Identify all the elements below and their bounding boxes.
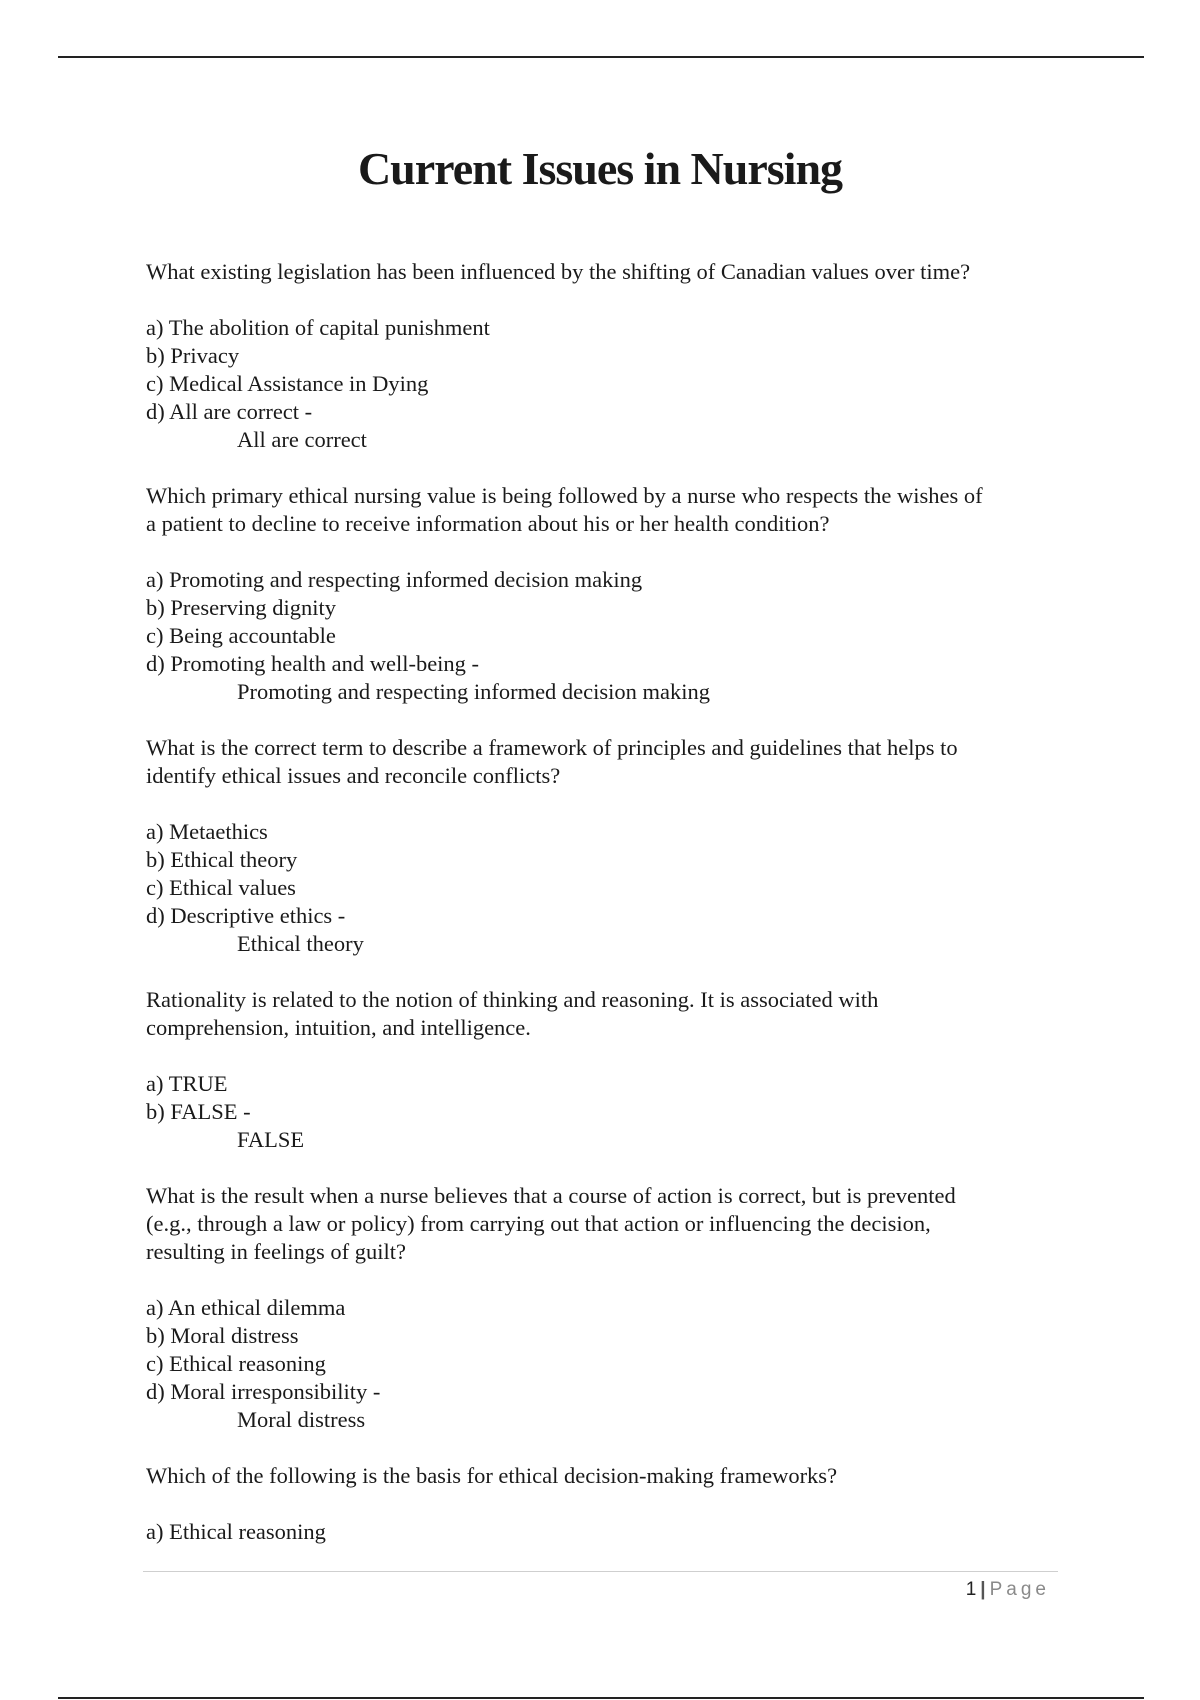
option-item: d) Descriptive ethics -: [146, 903, 346, 928]
question-list: [146, 258, 1076, 1574]
option-item: b) Ethical theory: [146, 847, 298, 872]
option-list: [146, 314, 1076, 454]
option-item: a) TRUE: [146, 1071, 228, 1096]
bottom-border-line: [58, 1697, 1144, 1699]
question-text: Rationality is related to the notion of thinking and reasoning. It is associated with comprehension, intuition, and intelligence.: [146, 987, 879, 1040]
question-block: [146, 986, 1076, 1154]
option-item: b) Moral distress: [146, 1323, 299, 1348]
option-list: [146, 1518, 1076, 1546]
question-block: [146, 258, 1076, 454]
footer-divider: [143, 1571, 1058, 1572]
answer-text: FALSE: [237, 1127, 305, 1152]
answer-text: Ethical theory: [237, 931, 364, 956]
option-item: d) All are correct -: [146, 399, 313, 424]
option-item: a) Ethical reasoning: [146, 1519, 326, 1544]
option-item: a) Metaethics: [146, 819, 268, 844]
option-item: c) Being accountable: [146, 623, 336, 648]
option-list: [146, 566, 1076, 706]
page-label: Page: [989, 1579, 1050, 1600]
option-item: c) Medical Assistance in Dying: [146, 371, 429, 396]
answer-text: Promoting and respecting informed decision making: [237, 679, 711, 704]
page-number-footer: [966, 1578, 1050, 1602]
question-block: [146, 1182, 1076, 1434]
option-item: a) An ethical dilemma: [146, 1295, 346, 1320]
option-item: c) Ethical reasoning: [146, 1351, 326, 1376]
question-text: What is the correct term to describe a framework of principles and guidelines that helps to identify ethical issues and reconcile conflicts?: [146, 735, 958, 788]
question-text: Which of the following is the basis for ethical decision-making frameworks?: [146, 1463, 838, 1488]
option-list: [146, 1070, 1076, 1154]
question-block: [146, 1462, 1076, 1546]
question-block: [146, 734, 1076, 958]
question-block: [146, 482, 1076, 706]
option-list: [146, 1294, 1076, 1434]
question-text: What existing legislation has been influenced by the shifting of Canadian values over time?: [146, 259, 971, 284]
page-number: 1: [965, 1579, 977, 1600]
option-item: b) Privacy: [146, 343, 240, 368]
option-item: b) Preserving dignity: [146, 595, 336, 620]
question-text: Which primary ethical nursing value is being followed by a nurse who respects the wishes of a patient to decline to receive information about his or her health condition?: [146, 483, 983, 536]
question-text: What is the result when a nurse believes that a course of action is correct, but is prevented (e.g., through a law or policy) from carrying out that action or influencing the decision, resulting in feelings of guilt?: [146, 1183, 956, 1264]
answer-text: Moral distress: [237, 1407, 366, 1432]
option-item: c) Ethical values: [146, 875, 296, 900]
top-border-line: [58, 56, 1144, 58]
option-item: b) FALSE -: [146, 1099, 251, 1124]
page-separator: |: [980, 1579, 986, 1600]
option-item: a) Promoting and respecting informed decision making: [146, 567, 643, 592]
option-list: [146, 818, 1076, 958]
document-title: Current Issues in Nursing: [357, 143, 843, 194]
option-item: a) The abolition of capital punishment: [146, 315, 490, 340]
option-item: d) Moral irresponsibility -: [146, 1379, 381, 1404]
answer-text: All are correct: [237, 427, 367, 452]
option-item: d) Promoting health and well-being -: [146, 651, 480, 676]
